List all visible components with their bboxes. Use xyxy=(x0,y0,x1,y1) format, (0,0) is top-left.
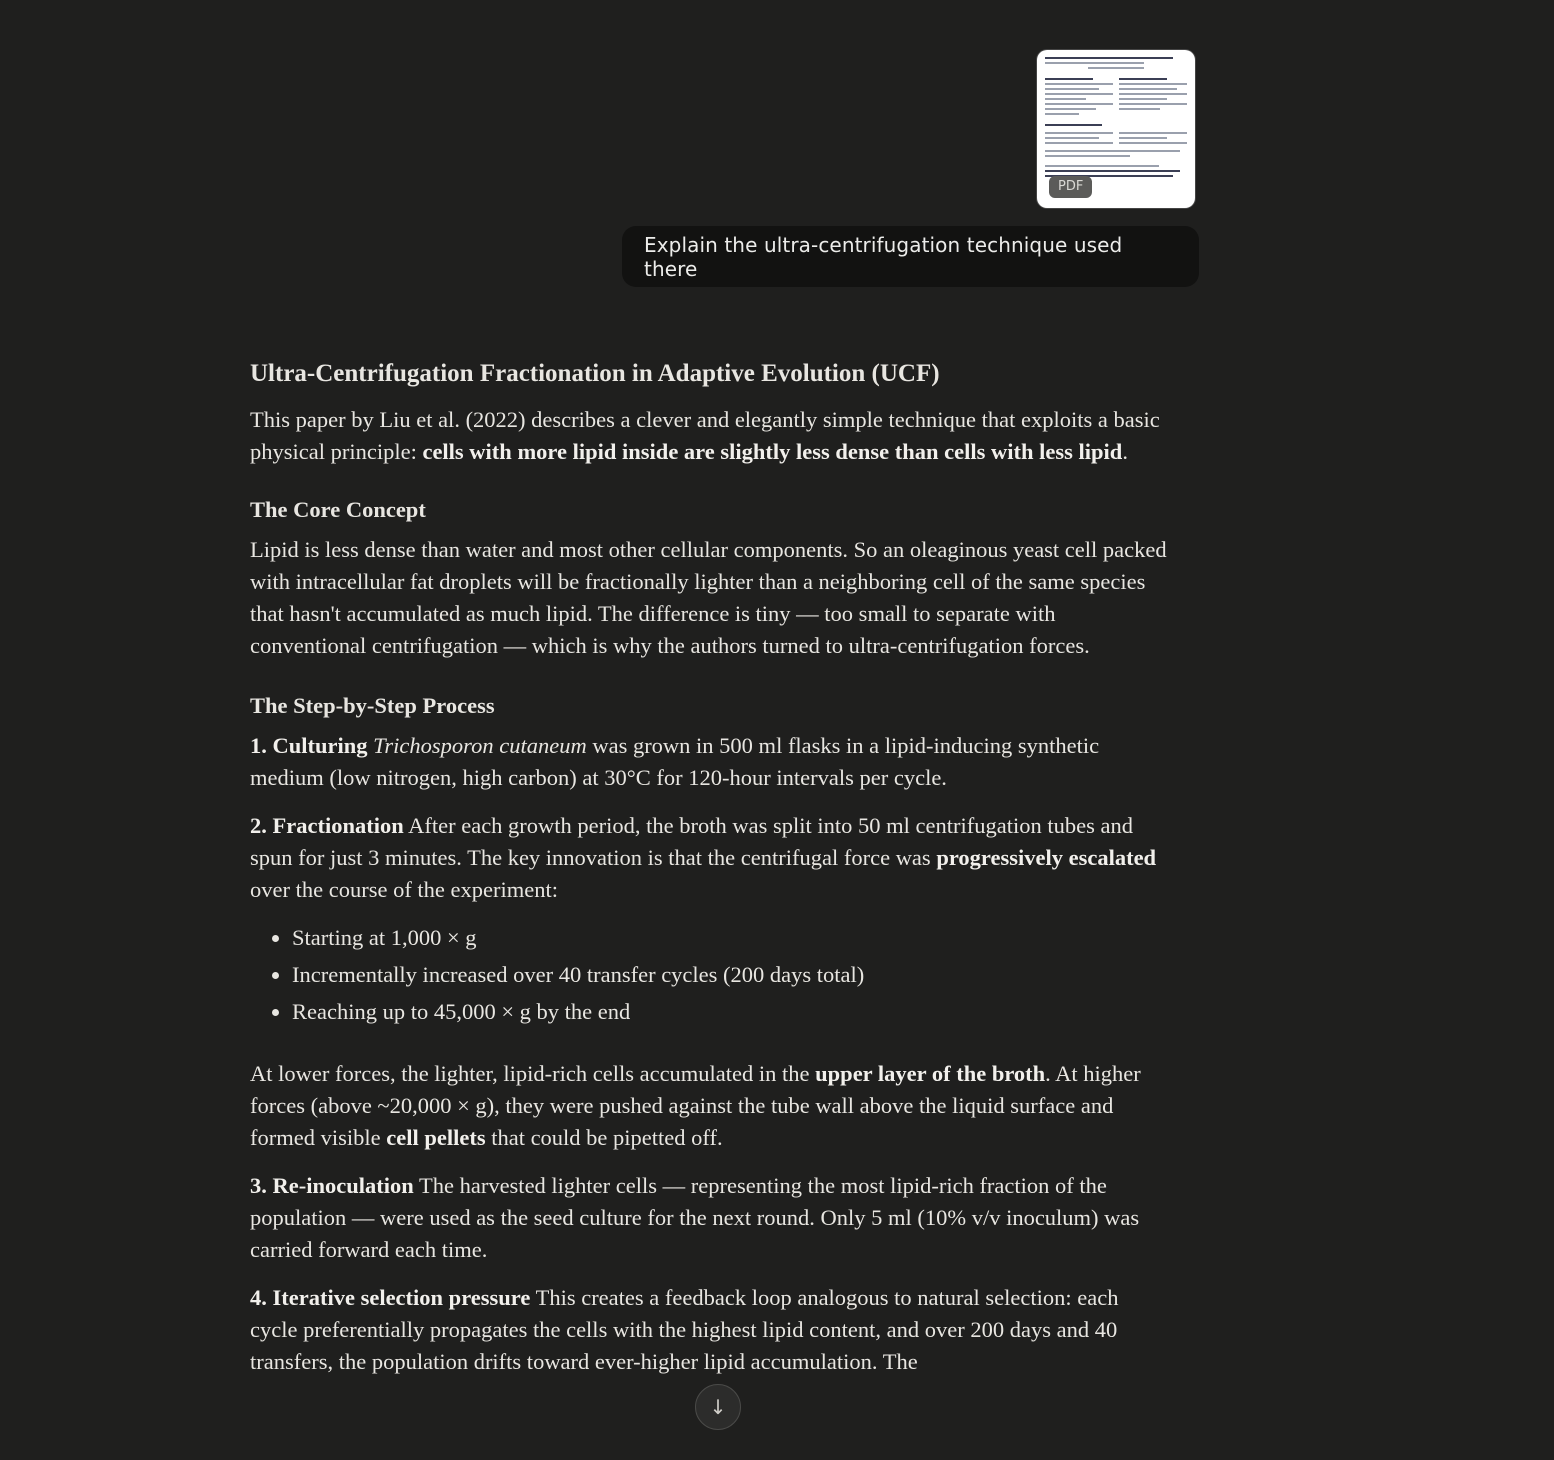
step-4-paragraph: 4. Iterative selection pressure This creates a feedback loop analogous to natural selection: each cycle preferentially propagates the cells with the highest lipid content, and over 200 days and 40 transfers, the population drifts toward ever-higher lipid accumulation. The xyxy=(250,1285,1119,1374)
core-concept-paragraph: Lipid is less dense than water and most other cellular components. So an oleaginous yeast cell packed with intracellular fat droplets will be fractionally lighter than a neighboring cell of the same species that hasn't accumulated as much lipid. The difference is tiny — too small to separate with conventional centrifugation — which is why the authors turned to ultra-centrifugation forces. xyxy=(250,537,1167,658)
list-item: • Incrementally increased over 40 transfer cycles (200 days total) xyxy=(292,959,1170,991)
forces-paragraph: At lower forces, the lighter, lipid-rich cells accumulated in the upper layer of the broth. At higher forces (above ~20,000 × g), they were pushed against the tube wall above the liquid surface and formed visible cell pellets that could be pipetted off. xyxy=(250,1061,1141,1150)
list-item: • Starting at 1,000 × g xyxy=(292,922,1170,954)
scroll-to-bottom-button[interactable] xyxy=(695,1384,741,1430)
list-item: • Reaching up to 45,000 × g by the end xyxy=(292,996,1170,1028)
step-2-paragraph: 2. Fractionation After each growth period, the broth was split into 50 ml centrifugation tubes and spun for just 3 minutes. The key innovation is that the centrifugal force was progressively escalated over the course of the experiment: xyxy=(250,813,1157,902)
step-3-paragraph: 3. Re-inoculation The harvested lighter cells — representing the most lipid-rich fraction of the population — were used as the seed culture for the next round. Only 5 ml (10% v/v inoculum) was carried forward each time. xyxy=(250,1173,1140,1262)
response-title: Ultra-Centrifugation Fractionation in Adaptive Evolution (UCF) xyxy=(250,360,940,387)
step-1-paragraph: 1. Culturing Trichosporon cutaneum was grown in 500 ml flasks in a lipid-inducing synthetic medium (low nitrogen, high carbon) at 30°C for 120-hour intervals per cycle. xyxy=(250,733,1100,790)
user-message-text: Explain the ultra-centrifugation technique used there xyxy=(644,232,1123,281)
force-escalation-list xyxy=(250,922,1170,1028)
arrow-down-icon: ↓ xyxy=(709,1395,727,1419)
assistant-response xyxy=(250,356,1170,1394)
pdf-attachment-thumbnail[interactable] xyxy=(1037,50,1195,208)
intro-paragraph: This paper by Liu et al. (2022) describes a clever and elegantly simple technique that exploits a basic physical principle: cells with more lipid inside are slightly less dense than cells with less lipid. xyxy=(250,407,1160,464)
steps-heading: The Step-by-Step Process xyxy=(250,693,495,718)
user-message-bubble xyxy=(622,226,1199,287)
core-concept-heading: The Core Concept xyxy=(250,497,426,522)
pdf-badge: PDF xyxy=(1049,176,1092,198)
bottom-fade xyxy=(0,1454,1554,1460)
